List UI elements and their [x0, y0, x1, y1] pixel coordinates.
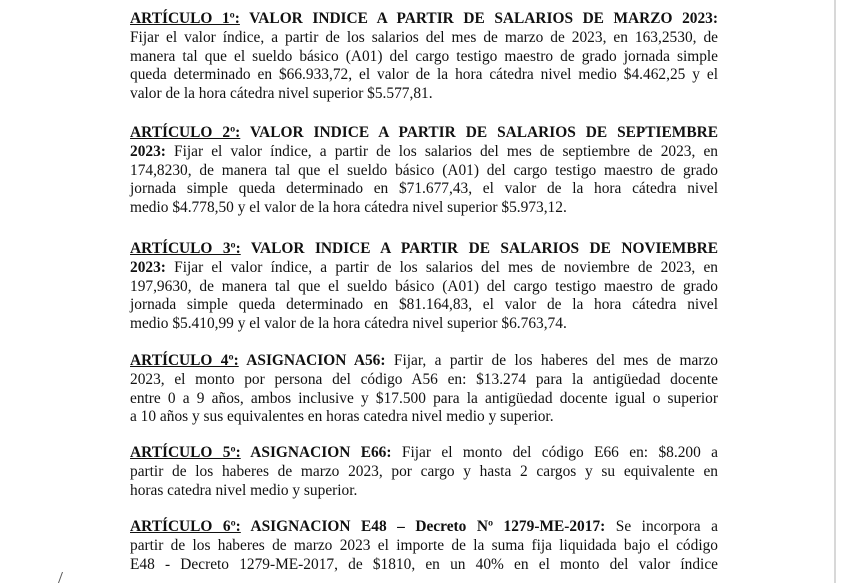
- article-3-title-line: [130, 240, 718, 259]
- article-6-title-line: [130, 518, 718, 537]
- article-4-text-line-2: entre 0 a 9 años, ambos inclusive y $17.500 para la antigüedad docente igual o superior: [130, 389, 718, 407]
- article-3-heading-cont: 2023:: [130, 258, 166, 276]
- article-2-text-line-2: 174,8230, de manera tal que el sueldo básico (A01) del cargo testigo maestro de grado: [130, 161, 718, 179]
- article-1-title-line: [130, 10, 718, 29]
- article-1-text-line-3: queda determinado en $66.933,72, el valor de la hora cátedra nivel medio $4.462,25 y el: [130, 66, 718, 84]
- article-3-text-line-4: medio $5.410,99 y el valor de la hora cátedra nivel superior $6.763,74.: [130, 315, 567, 333]
- article-5-label: ARTÍCULO 5º:: [130, 444, 241, 461]
- article-1-text-line-1: Fijar el valor índice, a partir de los salarios del mes de marzo de 2023, en 163,2530, de: [130, 28, 718, 46]
- article-1-heading: VALOR INDICE A PARTIR DE SALARIOS DE MARZO 2023:: [239, 10, 718, 27]
- article-2: [130, 124, 718, 218]
- article-5-first-line-rest: Fijar el monto del código E66 en: $8.200 a: [391, 444, 718, 461]
- article-5-title-line: [130, 444, 718, 463]
- article-5-text-line-1: partir de los haberes de marzo 2023, por cargo y hasta 2 cargos y su equivalente en: [130, 462, 718, 480]
- article-6-text-line-2: E48 - Decreto 1279-ME-2017, de $1810, en un 40% en el monto del valor índice: [130, 555, 718, 573]
- article-3-text-line-1: [130, 259, 718, 278]
- article-4-text-line-1: 2023, el monto por persona del código A56 en: $13.274 para la antigüedad docente: [130, 370, 718, 388]
- article-4: [130, 352, 718, 427]
- article-3-label: ARTÍCULO 3º:: [130, 240, 241, 257]
- article-3-heading: VALOR INDICE A PARTIR DE SALARIOS DE NOVIEMBRE: [240, 240, 718, 257]
- article-5-text-line-2: horas catedra nivel medio y superior.: [130, 481, 358, 499]
- article-1-label: ARTÍCULO 1º:: [130, 10, 240, 27]
- article-2-first-line-rest: Fijar el valor índice, a partir de los salarios del mes de septiembre de 2023, en: [165, 142, 718, 160]
- article-4-label: ARTÍCULO 4º:: [130, 352, 239, 369]
- article-2-heading-cont: 2023:: [130, 142, 166, 160]
- article-4-title-line: [130, 352, 718, 371]
- article-6-label: ARTÍCULO 6º:: [130, 518, 241, 535]
- article-5: [130, 444, 718, 500]
- page-edge-divider: [834, 0, 836, 583]
- article-3-text-line-3: jornada simple queda determinado en $81.164,83, el valor de la hora cátedra nivel: [130, 296, 718, 314]
- article-4-first-line-rest: Fijar, a partir de los haberes del mes de marzo: [385, 352, 718, 369]
- article-6-heading: ASIGNACION E48 – Decreto Nº 1279-ME-2017:: [240, 518, 606, 535]
- article-6-first-line-rest: Se incorpora a: [605, 518, 718, 535]
- article-2-heading: VALOR INDICE A PARTIR DE SALARIOS DE SEPTIEMBRE: [240, 124, 718, 141]
- article-1-text-line-2: manera tal que el sueldo básico (A01) del cargo testigo maestro de grado jornada simple: [130, 47, 718, 65]
- article-4-text-line-3: a 10 años y sus equivalentes en horas catedra nivel medio y superior.: [130, 408, 554, 426]
- article-3: [130, 240, 718, 334]
- article-6: [130, 518, 718, 574]
- article-1-text-line-4: valor de la hora cátedra nivel superior $5.577,81.: [130, 85, 433, 103]
- article-2-text-line-4: medio $4.778,50 y el valor de la hora cátedra nivel superior $5.973,12.: [130, 199, 567, 217]
- article-2-title-line: [130, 124, 718, 143]
- article-5-heading: ASIGNACION E66:: [240, 444, 392, 461]
- article-2-label: ARTÍCULO 2º:: [130, 124, 241, 141]
- article-2-text-line-1: [130, 143, 718, 162]
- article-2-text-line-3: jornada simple queda determinado en $71.677,43, el valor de la hora cátedra nivel: [130, 180, 718, 198]
- article-6-text-line-1: partir de los haberes de marzo 2023 el importe de la suma fija liquidada bajo el código: [130, 536, 718, 554]
- article-4-heading: ASIGNACION A56:: [238, 352, 386, 369]
- article-3-text-line-2: 197,9630, de manera tal que el sueldo básico (A01) del cargo testigo maestro de grado: [130, 277, 718, 295]
- scan-mark: [58, 572, 69, 583]
- article-1: [130, 10, 718, 104]
- article-3-first-line-rest: Fijar el valor índice, a partir de los salarios del mes de noviembre de 2023, en: [165, 258, 718, 276]
